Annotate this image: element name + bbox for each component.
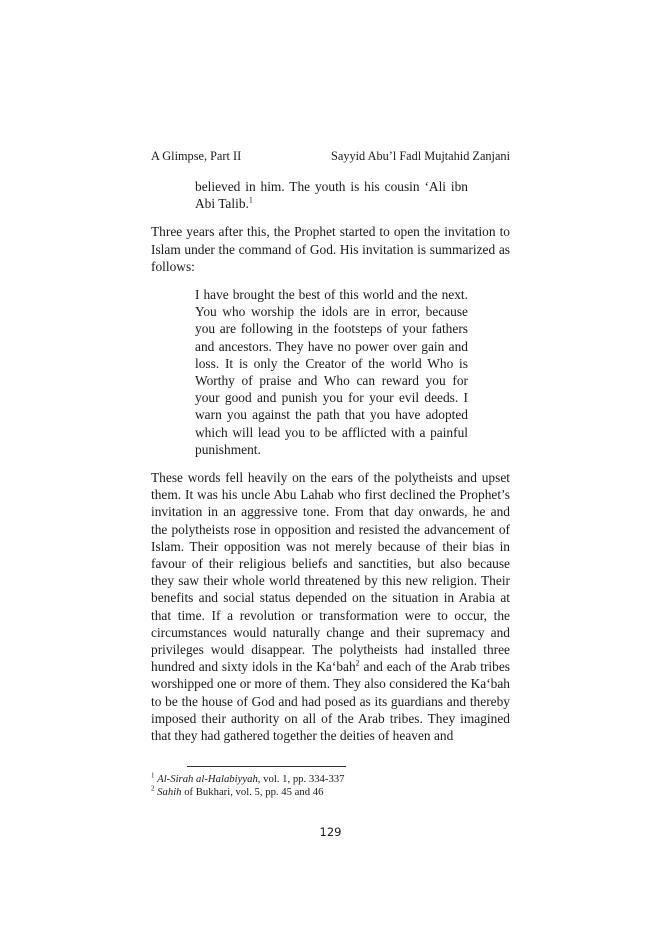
- footnote-2: [151, 786, 510, 799]
- footnote-1-number: 1: [151, 771, 155, 780]
- footnote-separator: [187, 766, 346, 767]
- paragraph-opposition-text-a: These words fell heavily on the ears of the polytheists and upset them. It was his uncle Abu Lahab who first declined the Prophet’s invitation in an aggressive tone. From that day onwards, he and the polytheists rose in opposition and resisted the advancement of Islam. Their opposition was not merely because of their bias in favour of their religious beliefs and sanctities, but also because they saw their whole world threatened by this new religion. Their benefits and social status depended on the situation in Arabia at that time. If a revolution or transformation were to occur, the circumstances would naturally change and their supremacy and privileges would disappear. The polytheists had installed three hundred and sixty idols in the Ka‘bah: [151, 470, 510, 675]
- continued-block-quote: [195, 178, 468, 212]
- footnote-ref-2: 2: [355, 658, 360, 668]
- footnote-ref-1: 1: [248, 195, 253, 205]
- block-quote-text: I have brought the best of this world and the next. You who worship the idols are in error, because you are following in the footsteps of your fathers and ancestors. They have no power over gain and loss. It is only the Creator of the world Who is Worthy of praise and Who can reward you for your good and punish you for your evil deeds. I warn you against the path that you have adopted which will lead you to be afflicted with a painful punishment.: [195, 287, 468, 457]
- footnote-2-detail: of Bukhari, vol. 5, pp. 45 and 46: [181, 786, 324, 799]
- text-column: [151, 0, 510, 859]
- running-header: [151, 148, 510, 164]
- footnote-1-title: Al-Sirah al-Halabiyyah: [157, 773, 258, 786]
- paragraph-invitation-text: Three years after this, the Prophet started to open the invitation to Islam under the command of God. His invitation is summarized as follows:: [151, 224, 510, 274]
- page-number: 129: [319, 825, 342, 840]
- footnote-2-number: 2: [151, 784, 155, 793]
- header-author: Sayyid Abu’l Fadl Mujtahid Zanjani: [331, 149, 510, 163]
- footnote-1: [151, 773, 510, 786]
- footnote-2-title: Sahih: [157, 786, 182, 799]
- header-book-title: A Glimpse, Part II: [151, 149, 242, 163]
- paragraph-invitation: [151, 223, 510, 275]
- block-quote: [195, 286, 468, 458]
- paragraph-opposition: [151, 469, 510, 744]
- paragraph-opposition-text-b: and each of the Arab tribes worshipped one or more of them. They also considered the Ka‘bah to be the house of God and had posed as its guardians and thereby imposed their authority on all of the Arab tribes. They imagined that they had gathered together the deities of heaven and: [151, 659, 510, 744]
- continued-quote-text: believed in him. The youth is his cousin ‘Ali ibn Abi Talib.: [195, 179, 468, 212]
- footnote-1-detail: , vol. 1, pp. 334-337: [257, 773, 345, 786]
